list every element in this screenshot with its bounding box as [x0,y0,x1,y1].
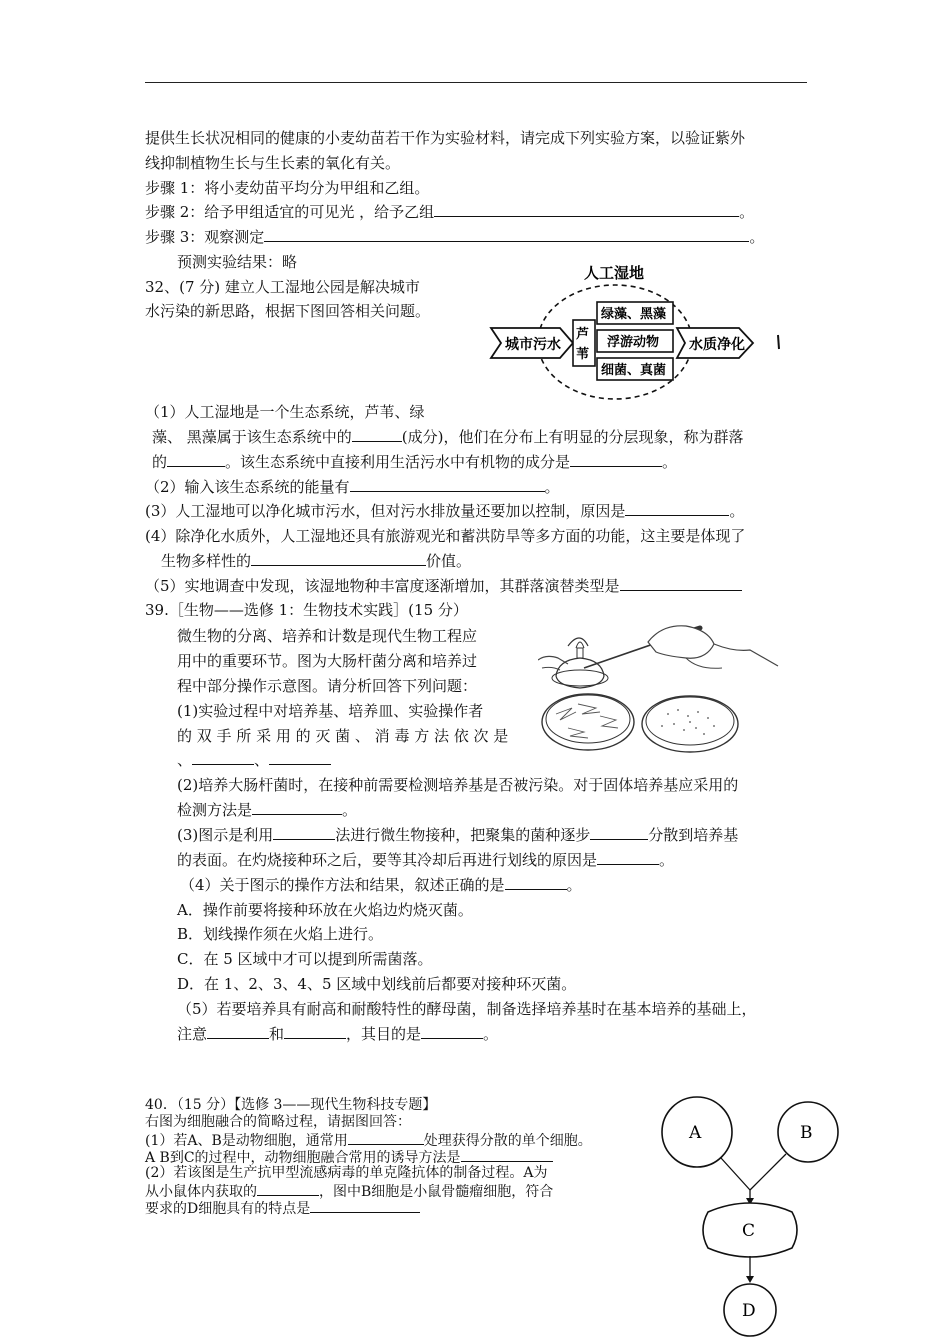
answer-blank [352,427,402,442]
fusion-line-a [721,1158,750,1190]
text: 。 [662,453,678,471]
answer-blank [348,1131,424,1145]
q32-p1-line-2 [152,425,744,449]
text: 价值。 [426,552,472,570]
text: （5）实地调查中发现，该湿地物种丰富度逐渐增加，其群落演替类型是 [145,577,620,595]
step-2-text: 步骤 2：给予甲组适宜的可见光 ，给予乙组 [145,203,435,221]
step-2 [145,200,754,224]
q39-p3-line-2 [177,848,674,872]
q40-line-4: (2）若该图是生产抗甲型流感病毒的单克隆抗体的制备过程。A为 [145,1165,548,1181]
answer-blank [192,750,254,765]
answer-blank [590,825,648,840]
streak-plate-figure [538,608,806,756]
text: (3)图示是利用 [177,826,274,844]
q39-option-d: D．在 1、2、3、4、5 区域中划线前后都要对接种环灭菌。 [177,975,577,993]
text: 。该生态系统中直接利用生活污水中有机物的成分是 [225,453,571,471]
cell-fusion-diagram [650,1090,840,1344]
period: 。 [739,203,755,221]
text: 的 [152,453,168,471]
text: 要求的D细胞具有的特点是 [145,1201,311,1217]
step-1: 步骤 1：将小麦幼苗平均分为甲组和乙组。 [145,179,430,197]
wetland-diagram [485,258,785,403]
q32-p1-line-3 [152,450,677,474]
q32-line-1: 32、(7 分) 建立人工湿地公园是解决城市 [145,278,420,296]
text: 生物多样性的 [161,552,252,570]
right-hand-icon [648,626,714,658]
zooplankton-label: 浮游动物 [607,335,660,350]
q39-p5-line-1: （5）若要培养具有耐高和耐酸特性的酵母菌，制备选择培养基时在基本培养的基础上， [177,1000,757,1018]
text: 。 [729,502,745,520]
q39-line-4: (1)实验过程中对培养基、培养皿、实验操作者 [177,702,484,720]
q32-p4-line-1: (4）除净化水质外，人工湿地还具有旅游观光和蓄洪防旱等多方面的功能，这主要是体现了 [145,527,746,545]
q32-p5 [145,574,742,598]
q40-title: 40．（15 分）【选修 3——现代生物科技专题】 [145,1097,437,1113]
diagram-title: 人工湿地 [584,264,645,282]
scan-mark [778,335,779,349]
q32-p4-line-2 [161,549,471,573]
text: 检测方法是 [177,801,253,819]
q39-p2-line-1: (2)培养大肠杆菌时，在接种前需要检测培养基是否被污染。对于固体培养基应采用的 [177,776,739,794]
cell-c-label: C [742,1221,756,1241]
text: 处理获得分散的单个细胞。 [423,1133,592,1149]
text: ，图中B细胞是小鼠骨髓瘤细胞，符合 [319,1184,554,1200]
q39-line-3: 程中部分操作示意图。请分析回答下列问题： [177,677,478,695]
q39-line-1: 微生物的分离、培养和计数是现代生物工程应 [177,627,478,645]
text: 、 [177,751,193,769]
text: 藻、 黑藻属于该生态系统中的 [152,428,352,446]
lamp-wick [577,648,583,658]
algae-label: 绿藻、黑藻 [601,307,667,322]
q32-p3 [145,499,744,523]
text: 。 [566,876,582,894]
text: 、 [254,751,270,769]
q32-p1-line-1: （1）人工湿地是一个生态系统，芦苇、绿 [145,403,425,421]
input-label: 城市污水 [505,337,561,353]
q40-line-6 [145,1199,420,1218]
text: 。 [483,1025,499,1043]
text: (3）人工湿地可以净化城市污水，但对污水排放量还要加以控制，原因是 [145,502,626,520]
petri-dish-colonies-icon [642,696,738,752]
answer-blank [252,800,342,815]
period: 。 [749,228,765,246]
answer-blank [310,1199,420,1213]
bacteria-label: 细菌、真菌 [601,363,667,378]
answer-blank [597,850,659,865]
q40-line-1: 右图为细胞融合的简略过程，请据图回答： [145,1114,411,1130]
text: 。 [544,478,560,496]
answer-blank [207,1024,269,1039]
answer-blank [461,1148,553,1162]
text: 法进行微生物接种，把聚集的菌种逐步 [335,826,591,844]
answer-blank [620,576,742,591]
text: ，其目的是 [346,1025,422,1043]
text: 从小鼠体内获取的 [145,1184,257,1200]
q39-line-5: 的 双 手 所 采 用 的 灭 菌 、 消 毒 方 法 依 次 是 [177,727,509,745]
right-hand-finger [686,658,722,668]
intro-line-2: 线抑制植物生长与生长素的氧化有关。 [145,154,401,172]
q39-p5-line-2 [177,1022,498,1046]
fusion-line-b [750,1154,786,1190]
text: （4）关于图示的操作方法和结果，叙述正确的是 [180,876,505,894]
petri-dish-streaked-icon [542,694,634,750]
text: (成分)，他们在分布上有明显的分层现象，称为群落 [401,428,744,446]
header-rule [145,82,807,83]
text: 注意 [177,1025,208,1043]
answer-blank [570,452,662,467]
text: 的表面。在灼烧接种环之后，要等其冷却后再进行划线的原因是 [177,851,598,869]
text: (1）若A、B是动物细胞，通常用 [145,1133,348,1149]
step-3 [145,225,764,249]
q39-p3-line-1 [177,823,738,847]
alcohol-lamp-icon [556,658,604,688]
prediction: 预测实验结果：略 [177,253,298,271]
answer-blank [167,452,225,467]
step-3-text: 步骤 3：观察测定 [145,228,265,246]
text: A B到C的过程中，动物细胞融合常用的诱导方法是 [145,1150,461,1166]
q32-p2 [145,475,560,499]
flame-inner [576,642,584,648]
text: 。 [659,851,675,869]
reed-label-top: 芦 [576,327,590,342]
answer-blank [264,227,749,242]
answer-blank [434,202,739,217]
answer-blank [421,1024,483,1039]
q39-option-c: C．在 5 区域中才可以提到所需菌落。 [177,950,433,968]
intro-line-1: 提供生长状况相同的健康的小麦幼苗若干作为实验材料，请完成下列实验方案，以验证紫外 [145,129,746,147]
text: （2）输入该生态系统的能量有 [145,478,350,496]
q39-line-2: 用中的重要环节。图为大肠杆菌分离和培养过 [177,652,478,670]
reed-label-bottom: 苇 [576,347,590,362]
q39-title: 39.［生物——选修 1：生物技术实践］(15 分） [145,601,468,619]
text: 。 [342,801,358,819]
answer-blank [350,477,545,492]
q39-line-6 [177,748,331,772]
text: 分散到培养基 [648,826,739,844]
q39-p2-line-2 [177,798,357,822]
cell-b-label: B [800,1123,813,1143]
q39-option-a: A．操作前要将接种环放在火焰边灼烧灭菌。 [177,901,473,919]
answer-blank [269,750,331,765]
q32-line-2: 水污染的新思路，根据下图回答相关问题。 [145,302,431,320]
q39-p4 [180,873,582,897]
cell-a-label: A [689,1123,702,1143]
output-label: 水质净化 [689,337,745,353]
text: 和 [269,1025,285,1043]
answer-blank [273,825,335,840]
flame-icon [568,638,588,646]
answer-blank [625,501,729,516]
arrow-head-d [746,1276,754,1283]
right-arm-icon [714,644,778,666]
answer-blank [251,551,426,566]
q39-option-b: B．划线操作须在火焰上进行。 [177,925,384,943]
answer-blank [257,1182,319,1196]
answer-blank [284,1024,346,1039]
cell-d-label: D [742,1301,756,1321]
answer-blank [505,875,567,890]
